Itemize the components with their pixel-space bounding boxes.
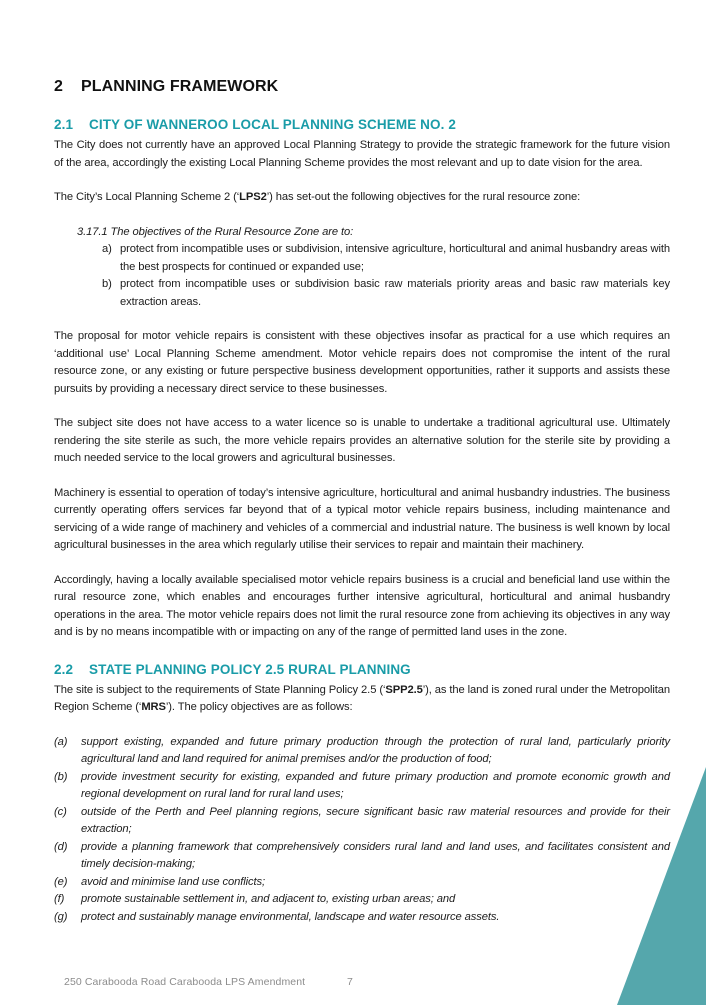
policy-item-c-text: outside of the Perth and Peel planning regions, secure significant basic raw material resources and provide for their extraction; <box>81 805 670 835</box>
policy-item-e-marker: (e) <box>54 875 68 888</box>
quote-item-b <box>102 276 670 311</box>
spp25-lead-post: ’). The policy objectives are as follows: <box>165 701 353 713</box>
policy-item-f-text: promote sustainable settlement in, and adjacent to, existing urban areas; and <box>81 893 456 905</box>
lps2-abbreviation: LPS2 <box>239 191 267 203</box>
policy-item-a <box>54 734 670 769</box>
policy-item-g <box>54 909 670 927</box>
spp25-abbreviation: SPP2.5 <box>385 683 423 696</box>
policy-item-d-marker: (d) <box>54 840 68 853</box>
policy-item-d-text: provide a planning framework that comprehensively considers rural land and land uses, and facilitates consistent and timely decision-making; <box>81 840 670 870</box>
policy-item-e-text: avoid and minimise land use conflicts; <box>81 875 265 888</box>
section-2-1-heading <box>54 117 670 132</box>
policy-item-g-text: protect and sustainably manage environmental, landscape and water resource assets. <box>81 910 500 923</box>
quote-item-a <box>102 241 670 276</box>
page-footer <box>64 976 464 988</box>
policy-item-c-marker: (c) <box>54 805 67 818</box>
paragraph-water-licence: The subject site does not have access to a water licence so is unable to undertake a traditional agricultural use. Ultimately rendering the site sterile as such, the more vehicle repairs provides an alternative solution for the sterile site by providing a much needed service to the local growers and agricultural businesses. <box>54 417 670 464</box>
section-2-1-number: 2.1 <box>54 117 74 132</box>
policy-item-b-marker: (b) <box>54 770 68 783</box>
paragraph-accordingly: Accordingly, having a locally available specialised motor vehicle repairs business is a crucial and beneficial land use within the rural resource zone, which enables and encourages further intensive agricultural, horticultural and animal husbandry operations in the area. The motor vehicle repairs does not limit the rural resource zone from achieving its objectives in any way and is by no means incompatible with or impacting on any of the range of permitted land uses in the zone. <box>54 573 670 638</box>
paragraph-spp25-lead <box>54 682 670 717</box>
mrs-abbreviation: MRS <box>141 701 166 713</box>
policy-item-a-marker: (a) <box>54 735 68 748</box>
policy-item-e <box>54 874 670 892</box>
spp25-lead-pre: The site is subject to the requirements of State Planning Policy 2.5 (‘ <box>54 683 386 696</box>
policy-item-d <box>54 839 670 874</box>
section-2-1-title: CITY OF WANNEROO LOCAL PLANNING SCHEME NO. 2 <box>89 117 456 132</box>
lps2-lead-post: ’) has set-out the following objectives for the rural resource zone: <box>266 191 581 203</box>
page-content <box>54 78 670 926</box>
section-2-1 <box>54 117 670 642</box>
quote-item-b-text: protect from incompatible uses or subdivision basic raw materials priority areas and basic raw materials key extraction areas. <box>120 278 670 308</box>
page-number: 7 <box>347 976 353 988</box>
section-2-2-title: STATE PLANNING POLICY 2.5 RURAL PLANNING <box>89 661 411 677</box>
quote-item-a-marker: a) <box>102 243 112 255</box>
spp25-policy-objectives-list <box>54 734 670 927</box>
chapter-number: 2 <box>54 78 63 95</box>
policy-item-b <box>54 769 670 804</box>
lps2-objectives-quote <box>54 224 670 312</box>
spp25-lead-mid: ’), as the land is zoned rural under the Metropolitan Region Scheme (‘ <box>54 683 671 713</box>
section-2-2-number: 2.2 <box>54 661 74 677</box>
paragraph-lps2-objectives-lead <box>54 189 670 207</box>
policy-item-f <box>54 891 670 909</box>
policy-item-b-text: provide investment security for existing, expanded and future primary production and promote economic growth and regional development on rural land for rural land uses; <box>81 770 670 800</box>
policy-item-a-text: support existing, expanded and future primary production through the protection of rural land, particularly priority agricultural land and land required for animal premises and/or the production of food; <box>81 735 670 765</box>
chapter-title: PLANNING FRAMEWORK <box>81 78 279 95</box>
paragraph-lps-intro: The City does not currently have an approved Local Planning Strategy to provide the strategic framework for the future vision of the area, accordingly the existing Local Planning Scheme provides the most relevant and up to date vision for the area. <box>54 139 670 169</box>
quote-item-a-text: protect from incompatible uses or subdivision, intensive agriculture, horticultural and animal husbandry areas with the best prospects for continued or expanded use; <box>120 243 670 273</box>
lps2-lead-pre: The City’s Local Planning Scheme 2 (‘ <box>54 191 240 203</box>
policy-item-g-marker: (g) <box>54 910 68 923</box>
quote-clause-3-17-1: 3.17.1 The objectives of the Rural Resource Zone are to: <box>77 225 354 238</box>
paragraph-proposal-consistency: The proposal for motor vehicle repairs is consistent with these objectives insofar as practical for a use which requires an ‘additional use’ Local Planning Scheme amendment. Motor vehicle repairs does not compromise the intent of the rural resource zone, or any existing or future perspective business development opportunities, rather it supports and assists these pursuits by providing a necessary direct service to these businesses. <box>54 330 670 395</box>
chapter-heading <box>54 78 670 96</box>
paragraph-machinery: Machinery is essential to operation of today’s intensive agriculture, horticultural and animal husbandry industries. The business currently operating offers services far beyond that of a typical motor vehicle repairs business, including maintenance and servicing of a wide range of machinery and vehicles of a commercial and industrial nature. The business is well known by local agricultural businesses in the area which regularly utilise their services to repair and maintain their machinery. <box>54 486 670 551</box>
policy-item-c <box>54 804 670 839</box>
section-2-2 <box>54 662 670 927</box>
quote-item-b-marker: b) <box>102 278 112 290</box>
section-2-2-heading <box>54 662 670 677</box>
policy-item-f-marker: (f) <box>54 893 65 905</box>
footer-document-title: 250 Carabooda Road Carabooda LPS Amendment <box>64 976 306 988</box>
